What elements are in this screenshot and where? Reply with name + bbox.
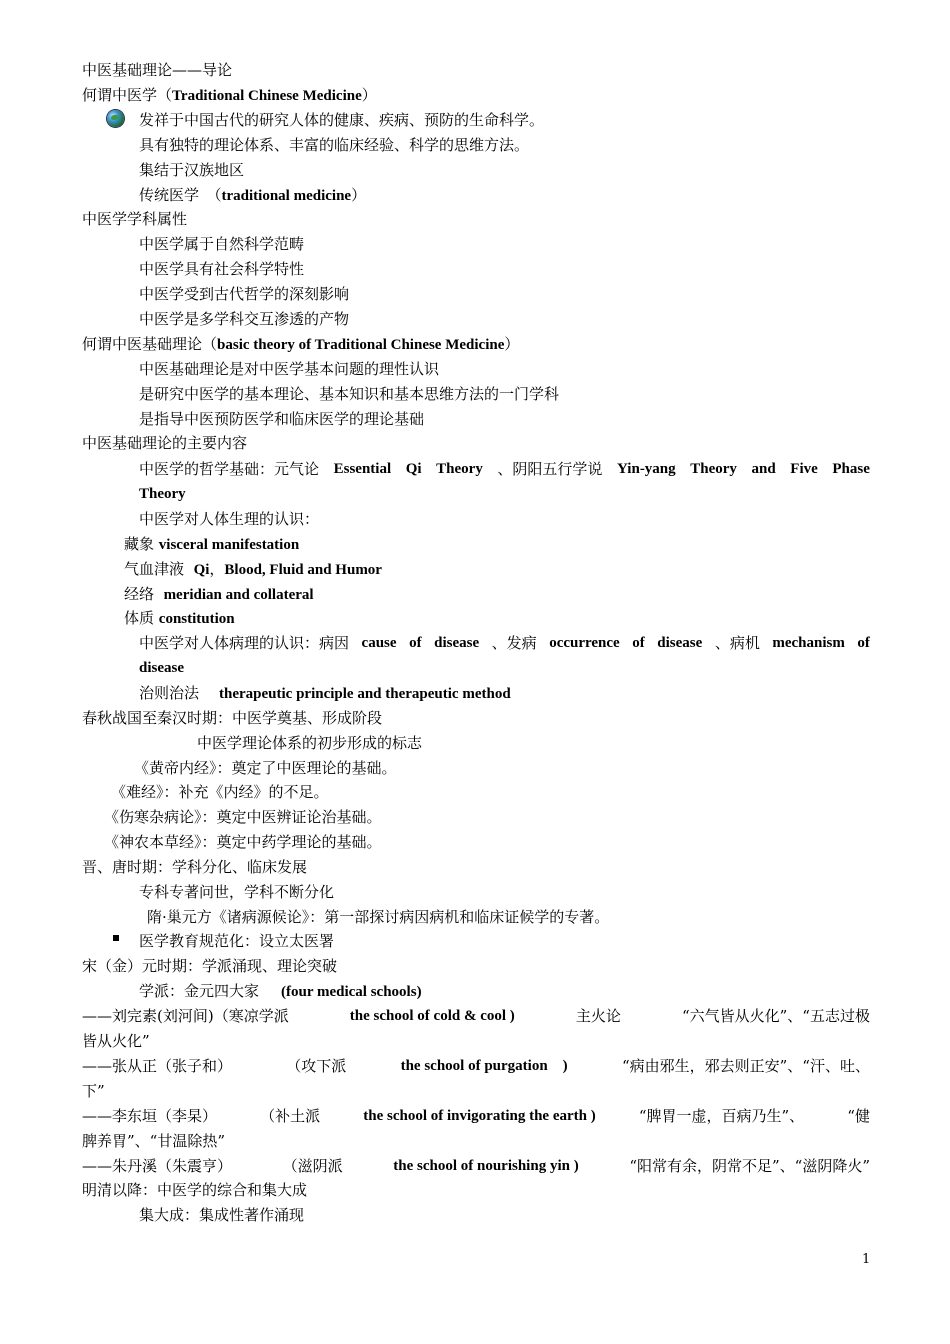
- text-segment: “六气皆从火化”、“五志过极: [681, 1007, 870, 1025]
- text-line: 中医学是多学科交互渗透的产物: [139, 310, 350, 328]
- text-segment: “病由邪生，邪去则正安”、“汗、吐、: [621, 1057, 870, 1075]
- text-segment: “脾胃一虚，百病乃生”、: [638, 1107, 805, 1125]
- text-segment: the school of nourishing yin ): [393, 1158, 579, 1174]
- text-segment: the school of cold & cool ): [349, 1008, 515, 1024]
- text-segment: of: [857, 635, 870, 651]
- heading-period-jin-tang: 晋、唐时期：学科分化、临床发展: [82, 858, 308, 876]
- text-line: 专科专著问世，学科不断分化: [139, 883, 335, 901]
- text-line: 脾养胃”、“甘温除热”: [82, 1132, 226, 1150]
- text-segment: 、阴阳五行学说: [497, 460, 603, 478]
- text-segment: ——李东垣（李杲）: [82, 1107, 218, 1125]
- justified-line: [139, 634, 870, 652]
- text-line: 中医学对人体生理的认识：: [139, 510, 320, 528]
- text-line: 《难经》：补充《内经》的不足。: [111, 783, 329, 801]
- text-segment: 中医学对人体病理的认识：病因: [139, 634, 350, 652]
- text-segment: Yin-yang: [617, 461, 676, 477]
- text-segment: Theory: [436, 461, 483, 477]
- text-segment: 主火论: [575, 1007, 621, 1025]
- justified-line: [82, 1057, 870, 1075]
- doc-title: 中医基础理论——导论: [82, 61, 233, 79]
- page-number: 1: [862, 1252, 871, 1267]
- heading-discipline-attributes: 中医学学科属性: [82, 210, 188, 228]
- text-segment: occurrence: [549, 635, 620, 651]
- text-line: 体质 constitution: [124, 609, 235, 627]
- text-segment: disease: [434, 635, 480, 651]
- text-segment: cause: [361, 635, 397, 651]
- text-segment: （攻下派: [286, 1057, 347, 1075]
- text-line: 经络 meridian and collateral: [124, 585, 314, 603]
- justified-line: [82, 1007, 870, 1025]
- text-line: 传统医学 （traditional medicine）: [139, 186, 367, 204]
- text-segment: mechanism: [772, 635, 845, 651]
- text-line: 中医学属于自然科学范畴: [139, 235, 305, 253]
- text-line: 医学教育规范化：设立太医署: [139, 932, 335, 950]
- heading-main-content: 中医基础理论的主要内容: [82, 434, 248, 452]
- text-segment: （补土派: [260, 1107, 321, 1125]
- text-line: 学派：金元四大家 (four medical schools): [139, 982, 422, 1000]
- text-segment: Five: [790, 461, 818, 477]
- justified-line: [82, 1107, 870, 1125]
- text-line: 是研究中医学的基本理论、基本知识和基本思维方法的一门学科: [139, 385, 560, 403]
- text-line: 中医学受到古代哲学的深刻影响: [139, 285, 350, 303]
- text-line: 具有独特的理论体系、丰富的临床经验、科学的思维方法。: [139, 136, 530, 154]
- text-segment: （滋阴派: [282, 1157, 343, 1175]
- text-line: 中医基础理论是对中医学基本问题的理性认识: [139, 360, 440, 378]
- square-bullet-icon: [113, 935, 119, 941]
- text-line: 皆从火化”: [82, 1032, 150, 1050]
- heading-period-song-yuan: 宋（金）元时期：学派涌现、理论突破: [82, 957, 338, 975]
- text-segment: “健: [847, 1107, 870, 1125]
- text-segment: Qi: [405, 461, 422, 477]
- text-line: 集大成：集成性著作涌现: [139, 1206, 305, 1224]
- text-line: 《伤寒杂病论》：奠定中医辨证论治基础。: [104, 808, 382, 826]
- text-line: disease: [139, 660, 184, 676]
- heading-period-ming-qing: 明清以降：中医学的综合和集大成: [82, 1181, 308, 1199]
- text-segment: ——朱丹溪（朱震亨）: [82, 1157, 233, 1175]
- text-segment: ——张从正（张子和）: [82, 1057, 233, 1075]
- text-segment: the school of invigorating the earth ): [363, 1108, 596, 1124]
- heading-basic-theory: 何谓中医基础理论（basic theory of Traditional Chinese Medicine）: [82, 335, 520, 353]
- text-segment: ——刘完素(刘河间)（寒凉学派: [82, 1007, 289, 1025]
- text-line: 藏象 visceral manifestation: [124, 535, 300, 553]
- text-line: 下”: [82, 1082, 105, 1100]
- globe-icon: [107, 110, 124, 127]
- text-segment: disease: [657, 635, 703, 651]
- text-segment: of: [409, 635, 422, 651]
- text-line: 中医学理论体系的初步形成的标志: [197, 734, 423, 752]
- text-line: 《神农本草经》：奠定中药学理论的基础。: [104, 833, 382, 851]
- text-line: 隋·巢元方《诸病源候论》：第一部探讨病因病机和临床证候学的专著。: [147, 908, 610, 926]
- text-segment: Essential: [333, 461, 392, 477]
- text-segment: 、发病: [491, 634, 537, 652]
- text-segment: 、病机: [714, 634, 760, 652]
- text-line: 治则治法 therapeutic principle and therapeutic method: [139, 684, 511, 702]
- justified-line: [82, 1157, 870, 1175]
- text-line: 发祥于中国古代的研究人体的健康、疾病、预防的生命科学。: [139, 111, 545, 129]
- text-line: Theory: [139, 486, 186, 502]
- text-segment: the school of purgation ): [400, 1058, 568, 1074]
- text-line: 气血津液 Qi，Blood, Fluid and Humor: [124, 560, 382, 578]
- text-line: 《黄帝内经》：奠定了中医理论的基础。: [134, 759, 397, 777]
- text-segment: Phase: [832, 461, 870, 477]
- text-segment: “阳常有余，阴常不足”、“滋阴降火”: [629, 1157, 870, 1175]
- text-segment: 中医学的哲学基础：元气论: [139, 460, 320, 478]
- justified-line: [139, 460, 870, 478]
- text-line: 中医学具有社会科学特性: [139, 260, 305, 278]
- text-line: 集结于汉族地区: [139, 161, 245, 179]
- heading-what-is-tcm: 何谓中医学（Traditional Chinese Medicine）: [82, 86, 377, 104]
- text-segment: Theory: [690, 461, 737, 477]
- text-segment: and: [751, 461, 776, 477]
- heading-period-spring-autumn: 春秋战国至秦汉时期：中医学奠基、形成阶段: [82, 709, 383, 727]
- text-segment: of: [632, 635, 645, 651]
- text-line: 是指导中医预防医学和临床医学的理论基础: [139, 410, 425, 428]
